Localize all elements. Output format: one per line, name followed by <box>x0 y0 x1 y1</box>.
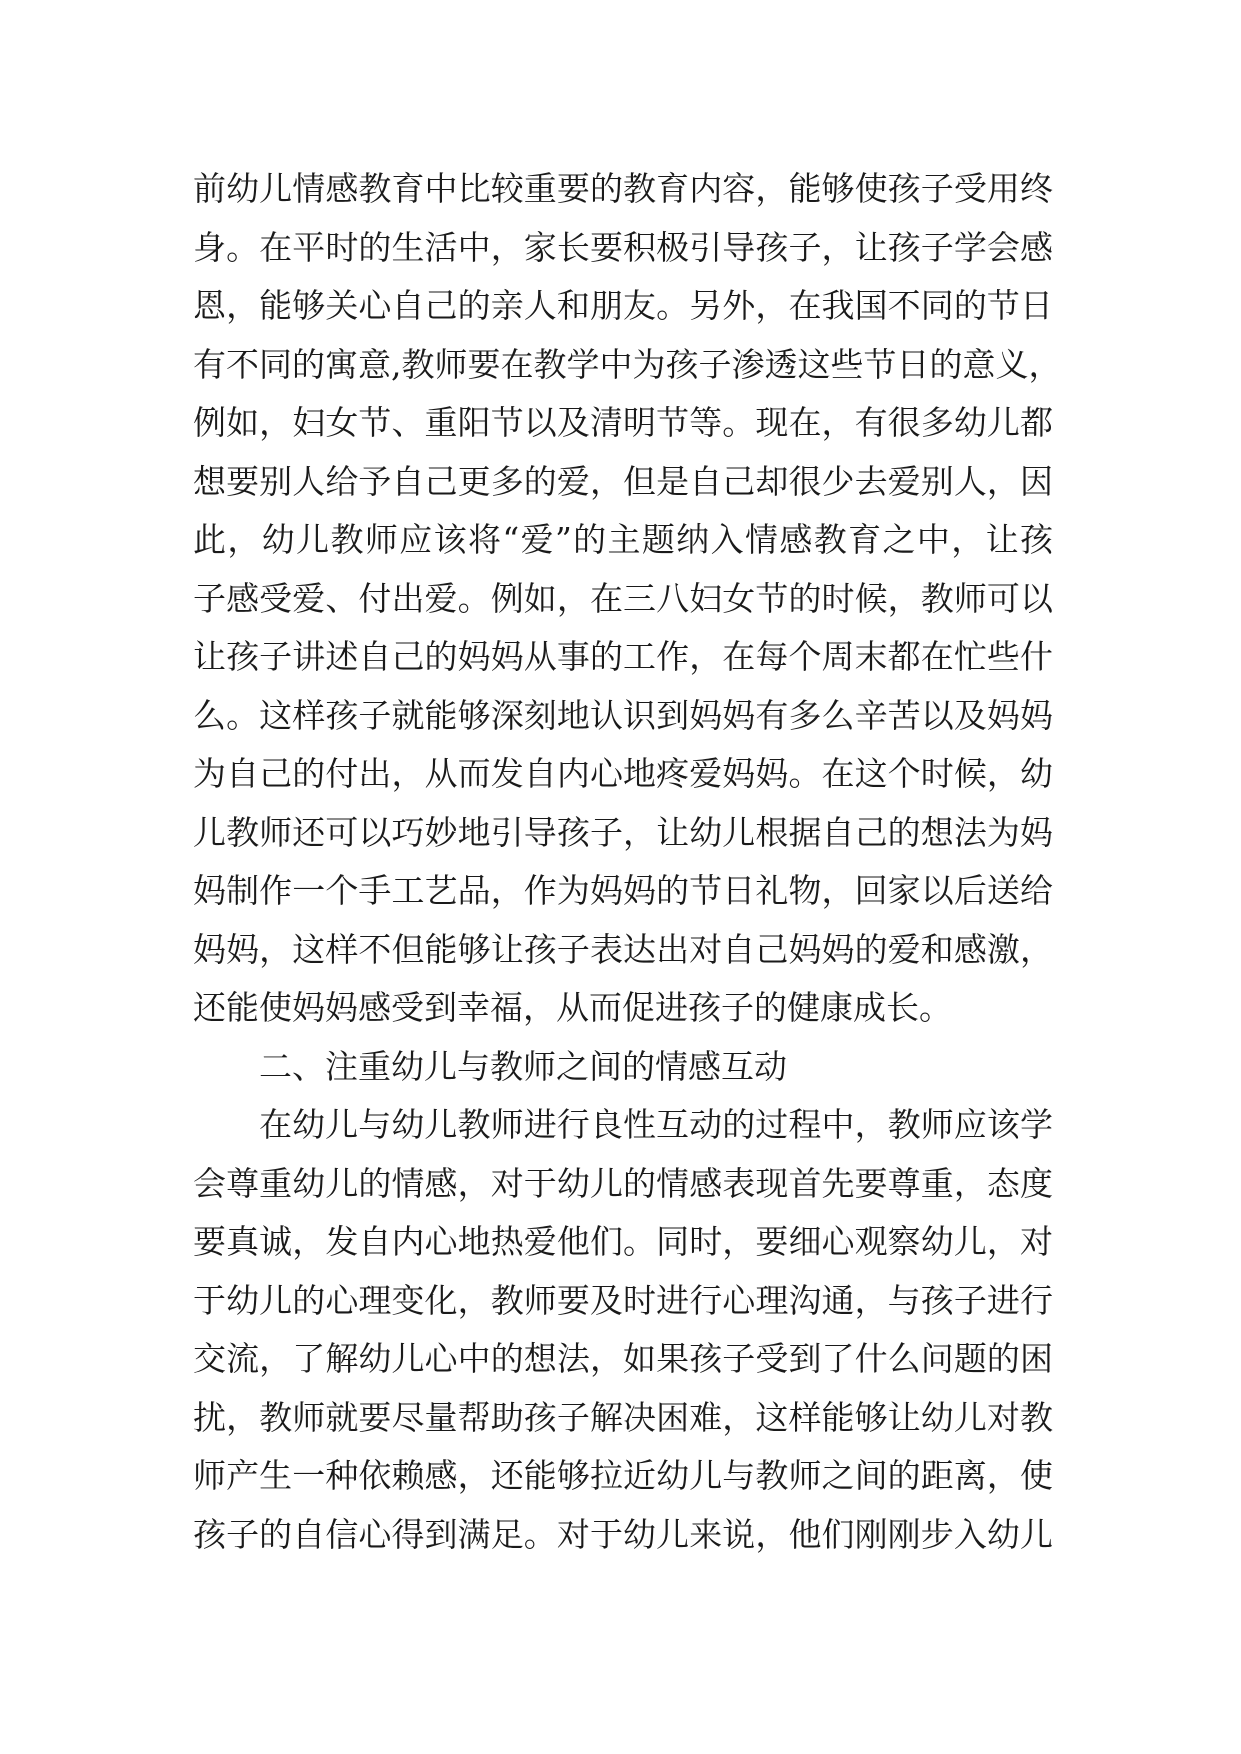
text-line: 有不同的寓意,教师要在教学中为孩子渗透这些节日的意义， <box>193 344 1062 384</box>
text-line: 还能使妈妈感受到幸福，从而促进孩子的健康成长。 <box>193 988 952 1027</box>
text-line: 妈制作一个手工艺品，作为妈妈的节日礼物，回家以后送给 <box>193 871 1053 910</box>
text-line: 身。在平时的生活中，家长要积极引导孩子，让孩子学会感 <box>193 227 1053 267</box>
text-line: 恩，能够关心自己的亲人和朋友。另外，在我国不同的节日 <box>193 286 1053 325</box>
text-line: 想要别人给予自己更多的爱，但是自己却很少去爱别人，因 <box>193 461 1053 501</box>
text-line: 儿教师还可以巧妙地引导孩子，让幼儿根据自己的想法为妈 <box>193 812 1053 852</box>
text-line: 么。这样孩子就能够深刻地认识到妈妈有多么辛苦以及妈妈 <box>193 695 1053 735</box>
text-line: 让孩子讲述自己的妈妈从事的工作，在每个周末都在忙些什 <box>193 637 1053 676</box>
text-line: 在幼儿与幼儿教师进行良性互动的过程中，教师应该学 <box>259 1105 1053 1144</box>
text-line: 为自己的付出，从而发自内心地疼爱妈妈。在这个时候，幼 <box>193 754 1053 793</box>
text-line: 妈妈，这样不但能够让孩子表达出对自己妈妈的爱和感激， <box>193 929 1053 969</box>
text-line: 扰，教师就要尽量帮助孩子解决困难，这样能够让幼儿对教 <box>193 1397 1053 1437</box>
text-line: 交流，了解幼儿心中的想法，如果孩子受到了什么问题的困 <box>193 1339 1053 1378</box>
section-heading: 二、注重幼儿与教师之间的情感互动 <box>259 1046 787 1086</box>
text-line: 前幼儿情感教育中比较重要的教育内容，能够使孩子受用终 <box>193 169 1053 208</box>
text-line: 于幼儿的心理变化，教师要及时进行心理沟通，与孩子进行 <box>193 1280 1053 1320</box>
text-line: 要真诚，发自内心地热爱他们。同时，要细心观察幼儿，对 <box>193 1222 1053 1261</box>
text-line: 子感受爱、付出爱。例如，在三八妇女节的时候，教师可以 <box>193 578 1053 618</box>
paragraph-1 <box>193 160 1062 1038</box>
text-line: 此，幼儿教师应该将“爱”的主题纳入情感教育之中，让孩 <box>193 520 1053 559</box>
document-body <box>193 160 1062 1564</box>
text-line: 师产生一种依赖感，还能够拉近幼儿与教师之间的距离，使 <box>193 1456 1053 1495</box>
text-line: 孩子的自信心得到满足。对于幼儿来说，他们刚刚步入幼儿 <box>193 1514 1053 1554</box>
paragraph-2 <box>193 1096 1053 1564</box>
text-line: 会尊重幼儿的情感，对于幼儿的情感表现首先要尊重，态度 <box>193 1163 1053 1203</box>
text-line: 例如，妇女节、重阳节以及清明节等。现在，有很多幼儿都 <box>193 403 1053 442</box>
